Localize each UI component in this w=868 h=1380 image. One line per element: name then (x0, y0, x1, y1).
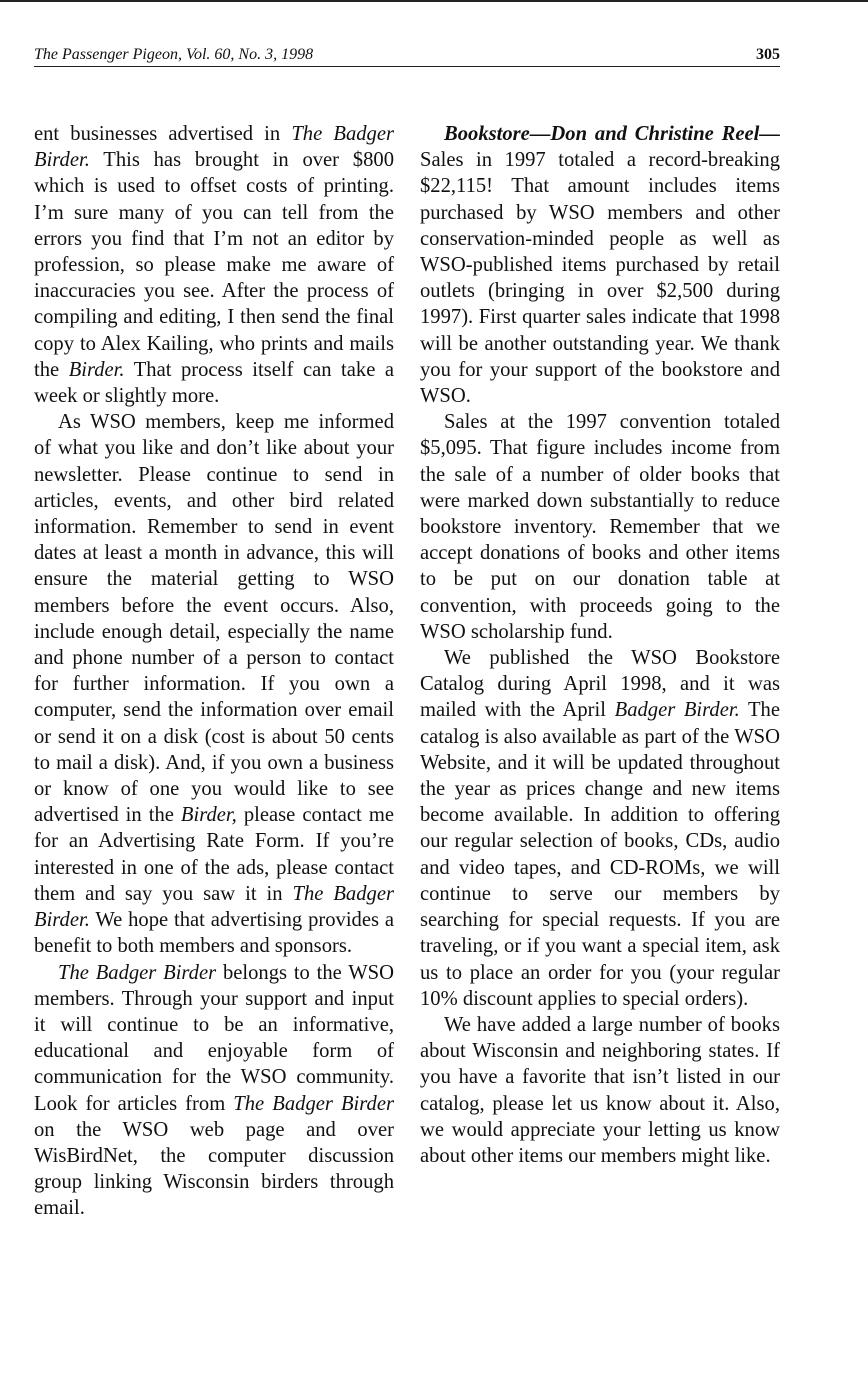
paragraph (420, 645, 780, 1012)
paragraph (34, 960, 394, 1222)
right-column (420, 121, 780, 1222)
italic-title: Birder, (180, 804, 237, 827)
text-run: We hope that advertising provides a benefit to both members and sponsors. (34, 909, 394, 958)
text-run: Sales in 1997 totaled a record-breaking $22,115! That amount includes items purchased by WSO members and other conservation-minded people as well as WSO-published items purchased by retail outlets (bringing in over $2,500 during 1997). First quarter sales indicate that 1998 will be another outstanding year. We thank you for your support of the bookstore and WSO. (420, 149, 780, 408)
paragraph: We have added a large number of books about Wisconsin and neighboring states. If you have a favorite that isn’t listed in our catalog, please let us know about it. Also, we would appreciate your letting us know about other items our members might like. (420, 1013, 780, 1167)
running-header (34, 38, 780, 67)
journal-title: The Passenger Pigeon, Vol. 60, No. 3, 1998 (34, 46, 314, 63)
italic-title: The Badger Birder. (34, 882, 394, 932)
top-rule (0, 0, 868, 2)
text-run: The catalog is also available as part of the WSO Website, and it will be updated throughout the year as prices change and new items become available. In addition to offering our regular selection of books, CDs, audio and video tapes, and CD-ROMs, we will continue to serve our members by searching for special requests. If you are traveling, or if you want a special item, ask us to place an order for you (your regular 10% discount applies to special orders). (420, 699, 780, 1010)
paragraph: Sales at the 1997 convention totaled $5,095. That figure includes income from the sale of a number of older books that were marked down substantially to reduce bookstore inventory. Remember that we accept donations of books and other items to be put on our donation table at convention, with proceeds going to the WSO scholarship fund. (420, 411, 780, 643)
section-heading: Bookstore—Don and Christine Reel— (444, 123, 780, 145)
text-run: ent businesses advertised in (34, 123, 292, 145)
italic-title: The Badger Birder. (34, 123, 394, 172)
italic-title: Birder. (68, 358, 125, 381)
text-run: As WSO members, keep me informed of what you like and don’t like about your newsletter. Please continue to send in articles, events, and other bird related information. Remember to send in event dates at least a month in advance, this will ensure the material getting to WSO members before the event occurs. Also, include enough detail, especially the name and phone number of a person to contact for further information. If you own a computer, send the information over email or send it on a disk (cost is about 50 cents to mail a disk). And, if you own a business or know of one you would like to see advertised in the (34, 411, 394, 827)
paragraph (420, 121, 780, 409)
paragraph (34, 121, 394, 409)
text-run: on the WSO web page and over WisBirdNet, the computer discussion group linking Wisconsin birders through email. (34, 1118, 394, 1220)
italic-title: The Badger Birder (233, 1092, 394, 1115)
body-columns (34, 121, 780, 1222)
left-column (34, 121, 394, 1222)
text-run: We published the WSO Bookstore Catalog during April 1998, and it was mailed with the April (420, 647, 780, 722)
paragraph (34, 409, 394, 959)
text-run: please contact me for an Advertising Rate Form. If you’re interested in one of the ads, please contact them and say you saw it in (34, 804, 394, 905)
italic-title: The Badger Birder (58, 961, 217, 984)
italic-title: Badger Birder. (614, 699, 740, 722)
text-run: This has brought in over $800 which is used to offset costs of printing. I’m sure many of you can tell from the errors you find that I’m not an editor by profession, so please make me aware of inaccuracies you see. After the process of compiling and editing, I then send the final copy to Alex Kailing, who prints and mails the (34, 149, 394, 381)
page-number: 305 (756, 46, 780, 63)
text-run: belongs to the WSO members. Through your support and input it will continue to be an informative, educational and enjoyable form of communication for the WSO community. Look for articles from (34, 961, 394, 1115)
text-run: That process itself can take a week or slightly more. (34, 358, 394, 408)
